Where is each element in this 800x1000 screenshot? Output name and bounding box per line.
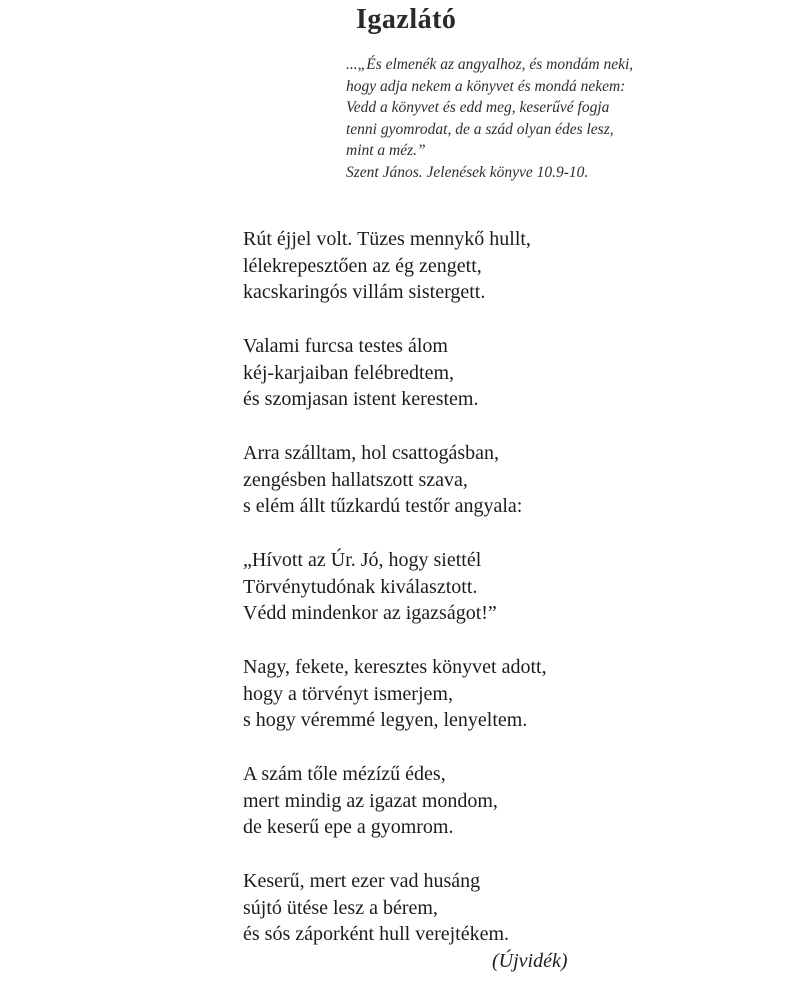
verse-line: Keserű, mert ezer vad husáng	[243, 870, 481, 892]
verse-line: mert mindig az igazat mondom,	[243, 789, 498, 812]
stanza	[243, 333, 763, 413]
verse-line: de keserű epe a gyomrom.	[243, 816, 454, 838]
verse-line: és szomjasan istent kerestem.	[243, 388, 479, 410]
verse-line: „Hívott az Úr. Jó, hogy siettél	[243, 549, 482, 571]
poem-title: Igazlátó	[356, 4, 457, 35]
verse-line: hogy a törvényt ismerjem,	[243, 682, 453, 705]
stanza	[243, 547, 763, 627]
epigraph-line: tenni gyomrodat, de a szád olyan édes lesz,	[346, 120, 614, 138]
verse-line: s hogy véremmé legyen, lenyeltem.	[243, 709, 528, 731]
verse-line: Védd mindenkor az igazságot!”	[243, 602, 497, 624]
verse-line: Rút éjjel volt. Tüzes mennykő hullt,	[243, 228, 531, 250]
place-signature: (Újvidék)	[492, 950, 568, 972]
epigraph-line: hogy adja nekem a könyvet és mondá nekem:	[346, 77, 626, 95]
verse-line: és sós záporként hull verejtékem.	[243, 923, 510, 945]
epigraph-source: Szent János. Jelenések könyve 10.9-10.	[346, 163, 589, 181]
verse-line: s elém állt tűzkardú testőr angyala:	[243, 495, 523, 517]
verse-line: Valami furcsa testes álom	[243, 335, 448, 357]
stanza	[243, 226, 763, 306]
verse-line: Arra szálltam, hol csattogásban,	[243, 442, 500, 464]
verse-line: zengésben hallatszott szava,	[243, 468, 468, 491]
verse-line: Törvénytudónak kiválasztott.	[243, 575, 478, 598]
verse-line: A szám tőle mézízű édes,	[243, 763, 446, 785]
verse-line: Nagy, fekete, keresztes könyvet adott,	[243, 656, 547, 678]
epigraph	[346, 54, 786, 184]
stanza	[243, 761, 763, 841]
epigraph-line: Vedd a könyvet és edd meg, keserűvé fogja	[346, 99, 610, 117]
verse-line: sújtó ütése lesz a bérem,	[243, 896, 438, 919]
epigraph-line: mint a méz.”	[346, 142, 426, 160]
stanza	[243, 440, 763, 520]
epigraph-line: ...„És elmenék az angyalhoz, és mondám neki,	[346, 56, 634, 73]
verse-line: kacskaringós villám sistergett.	[243, 281, 486, 303]
stanza	[243, 868, 763, 948]
stanza	[243, 654, 763, 734]
poem-body	[243, 226, 763, 975]
verse-line: lélekrepesztően az ég zengett,	[243, 254, 482, 277]
verse-line: kéj-karjaiban felébredtem,	[243, 361, 454, 384]
